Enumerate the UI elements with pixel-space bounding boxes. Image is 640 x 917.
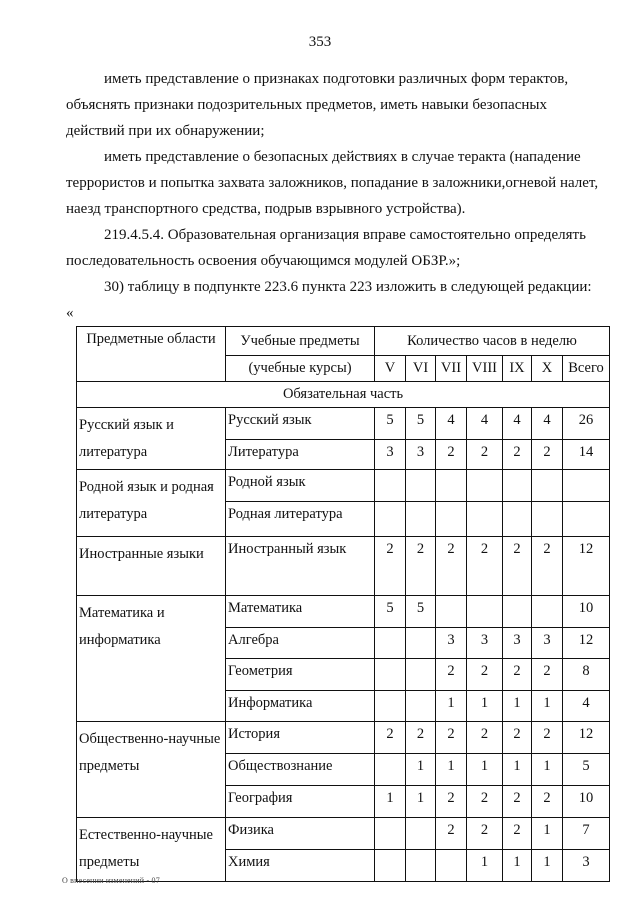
total-cell	[563, 502, 610, 537]
paragraph-2: иметь представление о безопасных действиях в случае теракта (нападение террористов и попытка захвата заложников, попадание в заложники,огневой налет, наезд транспортного средства, подрыв взрывного устройства).	[66, 149, 599, 217]
hours-cell-grade-5: 5	[375, 408, 406, 440]
hours-cell-grade-6	[406, 850, 436, 882]
subject-area-line: Русский язык и	[79, 417, 174, 433]
hours-cell-grade-9: 2	[503, 722, 532, 754]
hours-cell-grade-5	[375, 659, 406, 691]
hours-cell-grade-9	[503, 470, 532, 502]
hours-cell-grade-5: 1	[375, 786, 406, 818]
hours-cell-grade-7: 1	[436, 754, 467, 786]
table-row	[77, 818, 610, 850]
hours-cell-grade-9: 3	[503, 628, 532, 659]
subject-area-line: Естественно-научные	[79, 827, 213, 843]
header-hours-per-week: Количество часов в неделю	[375, 327, 610, 356]
subject-area-line: предметы	[79, 854, 140, 870]
hours-cell-grade-7: 1	[436, 691, 467, 722]
total-cell: 14	[563, 440, 610, 470]
hours-cell-grade-9: 1	[503, 850, 532, 882]
hours-cell-grade-6	[406, 470, 436, 502]
hours-cell-grade-6: 5	[406, 596, 436, 628]
hours-cell-grade-7	[436, 850, 467, 882]
hours-cell-grade-6: 2	[406, 722, 436, 754]
subject-cell: Иностранный язык	[226, 537, 375, 596]
hours-cell-grade-8: 2	[467, 786, 503, 818]
subject-area-line: информатика	[79, 632, 161, 648]
hours-cell-grade-9: 2	[503, 537, 532, 596]
hours-cell-grade-7: 3	[436, 628, 467, 659]
subject-area-line: Родной язык и родная	[79, 479, 214, 495]
header-grade-7: VII	[436, 356, 467, 382]
subject-cell: Родная литература	[226, 502, 375, 537]
hours-cell-grade-8: 2	[467, 440, 503, 470]
table-row	[77, 722, 610, 754]
hours-cell-grade-8: 2	[467, 537, 503, 596]
total-cell: 12	[563, 628, 610, 659]
header-subject-area: Предметные области	[77, 327, 226, 382]
hours-cell-grade-5: 2	[375, 722, 406, 754]
hours-cell-grade-5	[375, 470, 406, 502]
hours-cell-grade-10: 1	[532, 754, 563, 786]
hours-cell-grade-8: 3	[467, 628, 503, 659]
page-number: 353	[308, 34, 332, 50]
paragraph-3: 219.4.5.4. Образовательная организация вправе самостоятельно определять последовательность освоения обучающимся модулей ОБЗР.»;	[66, 227, 586, 269]
hours-cell-grade-7: 2	[436, 537, 467, 596]
hours-cell-grade-9: 2	[503, 786, 532, 818]
subject-area-line: Иностранные языки	[79, 546, 204, 562]
hours-cell-grade-7: 2	[436, 818, 467, 850]
table-row	[77, 470, 610, 502]
hours-cell-grade-10: 1	[532, 850, 563, 882]
hours-cell-grade-6: 5	[406, 408, 436, 440]
hours-cell-grade-7: 2	[436, 440, 467, 470]
hours-cell-grade-10	[532, 502, 563, 537]
hours-cell-grade-10: 1	[532, 818, 563, 850]
total-cell: 8	[563, 659, 610, 691]
section-title: Обязательная часть	[77, 382, 610, 408]
hours-cell-grade-9: 2	[503, 659, 532, 691]
hours-cell-grade-5: 3	[375, 440, 406, 470]
subject-area-line: предметы	[79, 758, 140, 774]
subject-area-line: литература	[79, 506, 148, 522]
subject-area-cell	[77, 408, 226, 470]
hours-cell-grade-10: 1	[532, 691, 563, 722]
subject-area-cell	[77, 818, 226, 882]
header-total: Всего	[563, 356, 610, 382]
table-row	[77, 408, 610, 440]
header-grade-5: V	[375, 356, 406, 382]
header-grade-10: X	[532, 356, 563, 382]
hours-cell-grade-9: 2	[503, 818, 532, 850]
hours-cell-grade-8	[467, 470, 503, 502]
hours-cell-grade-5	[375, 502, 406, 537]
hours-cell-grade-5	[375, 818, 406, 850]
table-row	[77, 596, 610, 628]
hours-cell-grade-7	[436, 470, 467, 502]
hours-cell-grade-10: 2	[532, 537, 563, 596]
total-cell: 3	[563, 850, 610, 882]
subject-area-line: Общественно-научные	[79, 731, 221, 747]
hours-cell-grade-10: 2	[532, 440, 563, 470]
header-subject: Учебные предметы	[226, 327, 375, 356]
hours-cell-grade-8: 1	[467, 754, 503, 786]
subject-area-cell	[77, 470, 226, 537]
subject-cell: История	[226, 722, 375, 754]
header-grade-9: IX	[503, 356, 532, 382]
hours-cell-grade-6	[406, 502, 436, 537]
hours-cell-grade-10: 2	[532, 786, 563, 818]
hours-cell-grade-7: 2	[436, 659, 467, 691]
subject-cell: Обществознание	[226, 754, 375, 786]
total-cell: 10	[563, 596, 610, 628]
hours-cell-grade-8: 2	[467, 659, 503, 691]
subject-cell: Информатика	[226, 691, 375, 722]
subject-cell: Математика	[226, 596, 375, 628]
hours-cell-grade-6	[406, 659, 436, 691]
hours-cell-grade-8: 2	[467, 722, 503, 754]
hours-table	[76, 326, 610, 882]
hours-cell-grade-7: 2	[436, 722, 467, 754]
subject-cell: География	[226, 786, 375, 818]
hours-cell-grade-5: 2	[375, 537, 406, 596]
subject-cell: Геометрия	[226, 659, 375, 691]
hours-cell-grade-8: 1	[467, 850, 503, 882]
hours-cell-grade-5	[375, 628, 406, 659]
opening-quote: «	[66, 305, 74, 321]
hours-cell-grade-6: 1	[406, 786, 436, 818]
paragraph-4: 30) таблицу в подпункте 223.6 пункта 223 изложить в следующей редакции:	[104, 279, 592, 295]
hours-cell-grade-6	[406, 818, 436, 850]
header-subject-courses: (учебные курсы)	[226, 356, 375, 382]
subject-cell: Родной язык	[226, 470, 375, 502]
hours-cell-grade-6	[406, 628, 436, 659]
hours-cell-grade-7	[436, 502, 467, 537]
page-footer: О внесении изменений - 07	[62, 876, 160, 885]
hours-cell-grade-6: 3	[406, 440, 436, 470]
total-cell: 26	[563, 408, 610, 440]
header-grade-6: VI	[406, 356, 436, 382]
hours-cell-grade-6: 2	[406, 537, 436, 596]
hours-cell-grade-5	[375, 754, 406, 786]
hours-cell-grade-5: 5	[375, 596, 406, 628]
total-cell: 5	[563, 754, 610, 786]
subject-area-cell	[77, 596, 226, 722]
subject-area-cell	[77, 722, 226, 818]
subject-cell: Русский язык	[226, 408, 375, 440]
table-row	[77, 537, 610, 596]
hours-cell-grade-8	[467, 596, 503, 628]
hours-cell-grade-7	[436, 596, 467, 628]
total-cell: 12	[563, 722, 610, 754]
hours-cell-grade-7: 2	[436, 786, 467, 818]
paragraph-1: иметь представление о признаках подготовки различных форм терактов, объяснять признаки подозрительных предметов, иметь навыки безопасных действий при их обнаружении;	[66, 71, 569, 139]
total-cell: 4	[563, 691, 610, 722]
hours-cell-grade-10: 2	[532, 722, 563, 754]
hours-cell-grade-10	[532, 596, 563, 628]
subject-cell: Литература	[226, 440, 375, 470]
hours-cell-grade-9: 1	[503, 691, 532, 722]
hours-cell-grade-10: 3	[532, 628, 563, 659]
section-row	[77, 382, 610, 408]
hours-cell-grade-8: 2	[467, 818, 503, 850]
header-grade-8: VIII	[467, 356, 503, 382]
hours-cell-grade-9: 2	[503, 440, 532, 470]
total-cell: 12	[563, 537, 610, 596]
total-cell: 10	[563, 786, 610, 818]
hours-cell-grade-5	[375, 691, 406, 722]
subject-cell: Алгебра	[226, 628, 375, 659]
hours-cell-grade-6	[406, 691, 436, 722]
subject-cell: Химия	[226, 850, 375, 882]
hours-cell-grade-6: 1	[406, 754, 436, 786]
hours-cell-grade-8: 4	[467, 408, 503, 440]
total-cell	[563, 470, 610, 502]
subject-area-line: Математика и	[79, 605, 165, 621]
hours-cell-grade-8	[467, 502, 503, 537]
subject-area-line: литература	[79, 444, 148, 460]
hours-cell-grade-8: 1	[467, 691, 503, 722]
table-header-row-1	[77, 327, 610, 356]
hours-cell-grade-10: 2	[532, 659, 563, 691]
hours-cell-grade-9	[503, 596, 532, 628]
total-cell: 7	[563, 818, 610, 850]
hours-cell-grade-7: 4	[436, 408, 467, 440]
hours-cell-grade-5	[375, 850, 406, 882]
hours-cell-grade-10: 4	[532, 408, 563, 440]
subject-cell: Физика	[226, 818, 375, 850]
hours-cell-grade-9	[503, 502, 532, 537]
hours-cell-grade-10	[532, 470, 563, 502]
hours-cell-grade-9: 1	[503, 754, 532, 786]
hours-cell-grade-9: 4	[503, 408, 532, 440]
subject-area-cell	[77, 537, 226, 596]
